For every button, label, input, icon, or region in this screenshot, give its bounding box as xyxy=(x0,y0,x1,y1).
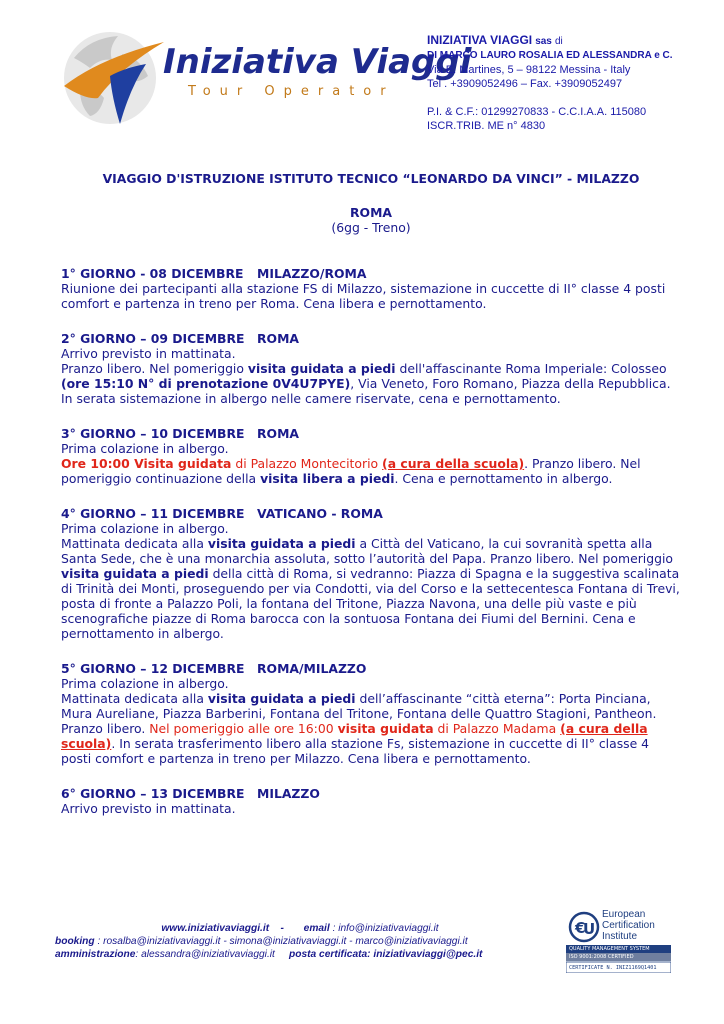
day-4 xyxy=(61,506,681,641)
company-tax: P.I. & C.F.: 01299270833 - C.C.I.A.A. 115080 xyxy=(427,106,647,118)
certification-badge xyxy=(566,907,671,973)
cert-iso: ISO 9001:2008 CERTIFIED xyxy=(569,954,634,960)
day-6-title: 6° GIORNO – 13 DICEMBRE xyxy=(61,786,245,801)
day-4-place: VATICANO - ROMA xyxy=(257,506,383,521)
day-6-heading xyxy=(61,786,681,801)
day-3-place: ROMA xyxy=(257,426,299,441)
day-3 xyxy=(61,426,681,486)
day-4-heading xyxy=(61,506,681,521)
company-owners: DI MARCO LAURO ROSALIA ED ALESSANDRA e C. xyxy=(427,50,673,61)
email-link[interactable]: info@iniziativaviaggi.it xyxy=(338,923,439,934)
day-5-text: Mattinata dedicata alla visita guidata a piedi dell’affascinante “città eterna”: Porta Pinciana, Mura Aureliane, Piazza Barberini, Fontana del Tritone, Fontana delle Quattro Stagioni, Pantheon. Pranzo libero. Nel pomeriggio alle ore 16:00 visita guidata di Palazzo Madama (a cura della scuola). In serata trasferimento libero alla stazione Fs, sistemazione in cuccette di II° classe 4 posti comfort e partenza in treno per Milazzo. Cena libera e pernottamento. xyxy=(61,691,657,766)
day-2-heading xyxy=(61,331,681,346)
trip-duration: (6gg - Treno) xyxy=(331,220,411,235)
day-3-line1: Prima colazione in albergo. xyxy=(61,441,229,456)
logo-tagline: Tour Operator xyxy=(188,84,395,99)
svg-text:€: € xyxy=(575,919,586,937)
itinerary-document xyxy=(61,171,681,816)
day-2-line1: Arrivo previsto in mattinata. xyxy=(61,346,236,361)
day-3-title: 3° GIORNO – 10 DICEMBRE xyxy=(61,426,245,441)
day-3-heading xyxy=(61,426,681,441)
day-4-title: 4° GIORNO – 11 DICEMBRE xyxy=(61,506,245,521)
website-link[interactable]: www.iniziativaviaggi.it xyxy=(161,923,270,934)
day-3-text: Ore 10:00 Visita guidata di Palazzo Montecitorio (a cura della scuola). Pranzo libero. Nel pomeriggio continuazione della visita libera a piedi. Cena e pernottamento in albergo. xyxy=(61,456,641,486)
company-registry: ISCR.TRIB. ME n° 4830 xyxy=(427,120,546,132)
day-5-line1: Prima colazione in albergo. xyxy=(61,676,229,691)
day-2-title: 2° GIORNO – 09 DICEMBRE xyxy=(61,331,245,346)
svg-text:U: U xyxy=(583,920,596,938)
footer-line-1: www.iniziativaviaggi.it - email : info@iniziativaviaggi.it xyxy=(161,923,439,934)
admin-email[interactable]: alessandra@iniziativaviaggi.it xyxy=(141,949,275,960)
company-logo xyxy=(60,28,472,128)
cert-number: CERTIFICATE N. INIZ1169Q1401 xyxy=(569,965,657,971)
day-1-text: Riunione dei partecipanti alla stazione FS di Milazzo, sistemazione in cuccette di II° classe 4 posti comfort e partenza in treno per Roma. Cena libera e pernottamento. xyxy=(61,281,666,311)
day-5 xyxy=(61,661,681,766)
email-label: email xyxy=(303,923,330,934)
company-info xyxy=(427,33,673,133)
destination: ROMA xyxy=(350,205,392,220)
document-title: VIAGGIO D'ISTRUZIONE ISTITUTO TECNICO “LEONARDO DA VINCI” - MILAZZO xyxy=(102,171,640,186)
footer-contacts xyxy=(55,922,545,961)
day-2 xyxy=(61,331,681,406)
day-1-heading xyxy=(61,266,681,281)
day-5-title: 5° GIORNO – 12 DICEMBRE xyxy=(61,661,245,676)
cert-line-3: Institute xyxy=(602,931,638,942)
pec-email[interactable]: iniziativaviaggi@pec.it xyxy=(373,949,483,960)
day-4-line1: Prima colazione in albergo. xyxy=(61,521,229,536)
globe-logo-icon xyxy=(60,28,170,128)
pec-label: posta certificata: xyxy=(289,949,371,960)
company-di: di xyxy=(554,36,563,47)
company-name: INIZIATIVA VIAGGI xyxy=(427,33,533,47)
day-6-place: MILAZZO xyxy=(257,786,320,801)
day-5-place: ROMA/MILAZZO xyxy=(257,661,367,676)
company-type: sas xyxy=(535,36,552,47)
company-address: Via E. Martines, 5 – 98122 Messina - Italy xyxy=(427,64,631,76)
day-4-text: Mattinata dedicata alla visita guidata a piedi a Città del Vaticano, la cui sovranità spetta alla Santa Sede, che è una monarchia assoluta, sotto l’autorità del Papa. Pranzo libero. Nel pomeriggio visita guidata a piedi della città di Roma, si vedranno: Piazza di Spagna e la suggestiva scalinata di Trinità dei Monti, proseguendo per via Condotti, via del Corso e la settecentesca Fontana di Trevi, posta di fronte a Palazzo Poli, la fontana del Tritone, Piazza Navona, una delle più vaste e più scenografiche piazze di Roma barocca con la sontuosa Fontana dei Fiumi del Bernini. Cena e pernottamento in albergo. xyxy=(61,536,680,641)
day-1-title: 1° GIORNO - 08 DICEMBRE xyxy=(61,266,244,281)
booking-label: booking xyxy=(55,936,95,947)
admin-label: amministrazione xyxy=(55,949,136,960)
day-2-text: Pranzo libero. Nel pomeriggio visita guidata a piedi dell'affascinante Roma Imperiale: Colosseo (ore 15:10 N° di prenotazione 0V4U7PYE), Via Veneto, Foro Romano, Piazza della Repubblica. In serata sistemazione in albergo nelle camere riservate, cena e pernottamento. xyxy=(61,361,671,406)
day-2-place: ROMA xyxy=(257,331,299,346)
footer-line-3: amministrazione: alessandra@iniziativaviaggi.it posta certificata: iniziativaviaggi@pec.it xyxy=(55,949,483,960)
footer-line-2: booking : rosalba@iniziativaviaggi.it - simona@iniziativaviaggi.it - marco@iniziativaviaggi.it xyxy=(55,936,468,947)
day-5-heading xyxy=(61,661,681,676)
day-6 xyxy=(61,786,681,816)
logo-wordmark: Iniziativa Viaggi xyxy=(163,42,472,82)
booking-emails[interactable]: rosalba@iniziativaviaggi.it - simona@iniziativaviaggi.it - marco@iniziativaviaggi.it xyxy=(103,936,468,947)
company-phone: Tel . +3909052496 – Fax. +3909052497 xyxy=(427,78,623,90)
day-1-place: MILAZZO/ROMA xyxy=(257,266,367,281)
cert-line-1: European xyxy=(602,909,646,920)
cert-qms: QUALITY MANAGEMENT SYSTEM xyxy=(569,946,650,952)
day-6-text: Arrivo previsto in mattinata. xyxy=(61,801,236,816)
cert-line-2: Certification xyxy=(602,920,655,931)
day-1 xyxy=(61,266,681,311)
